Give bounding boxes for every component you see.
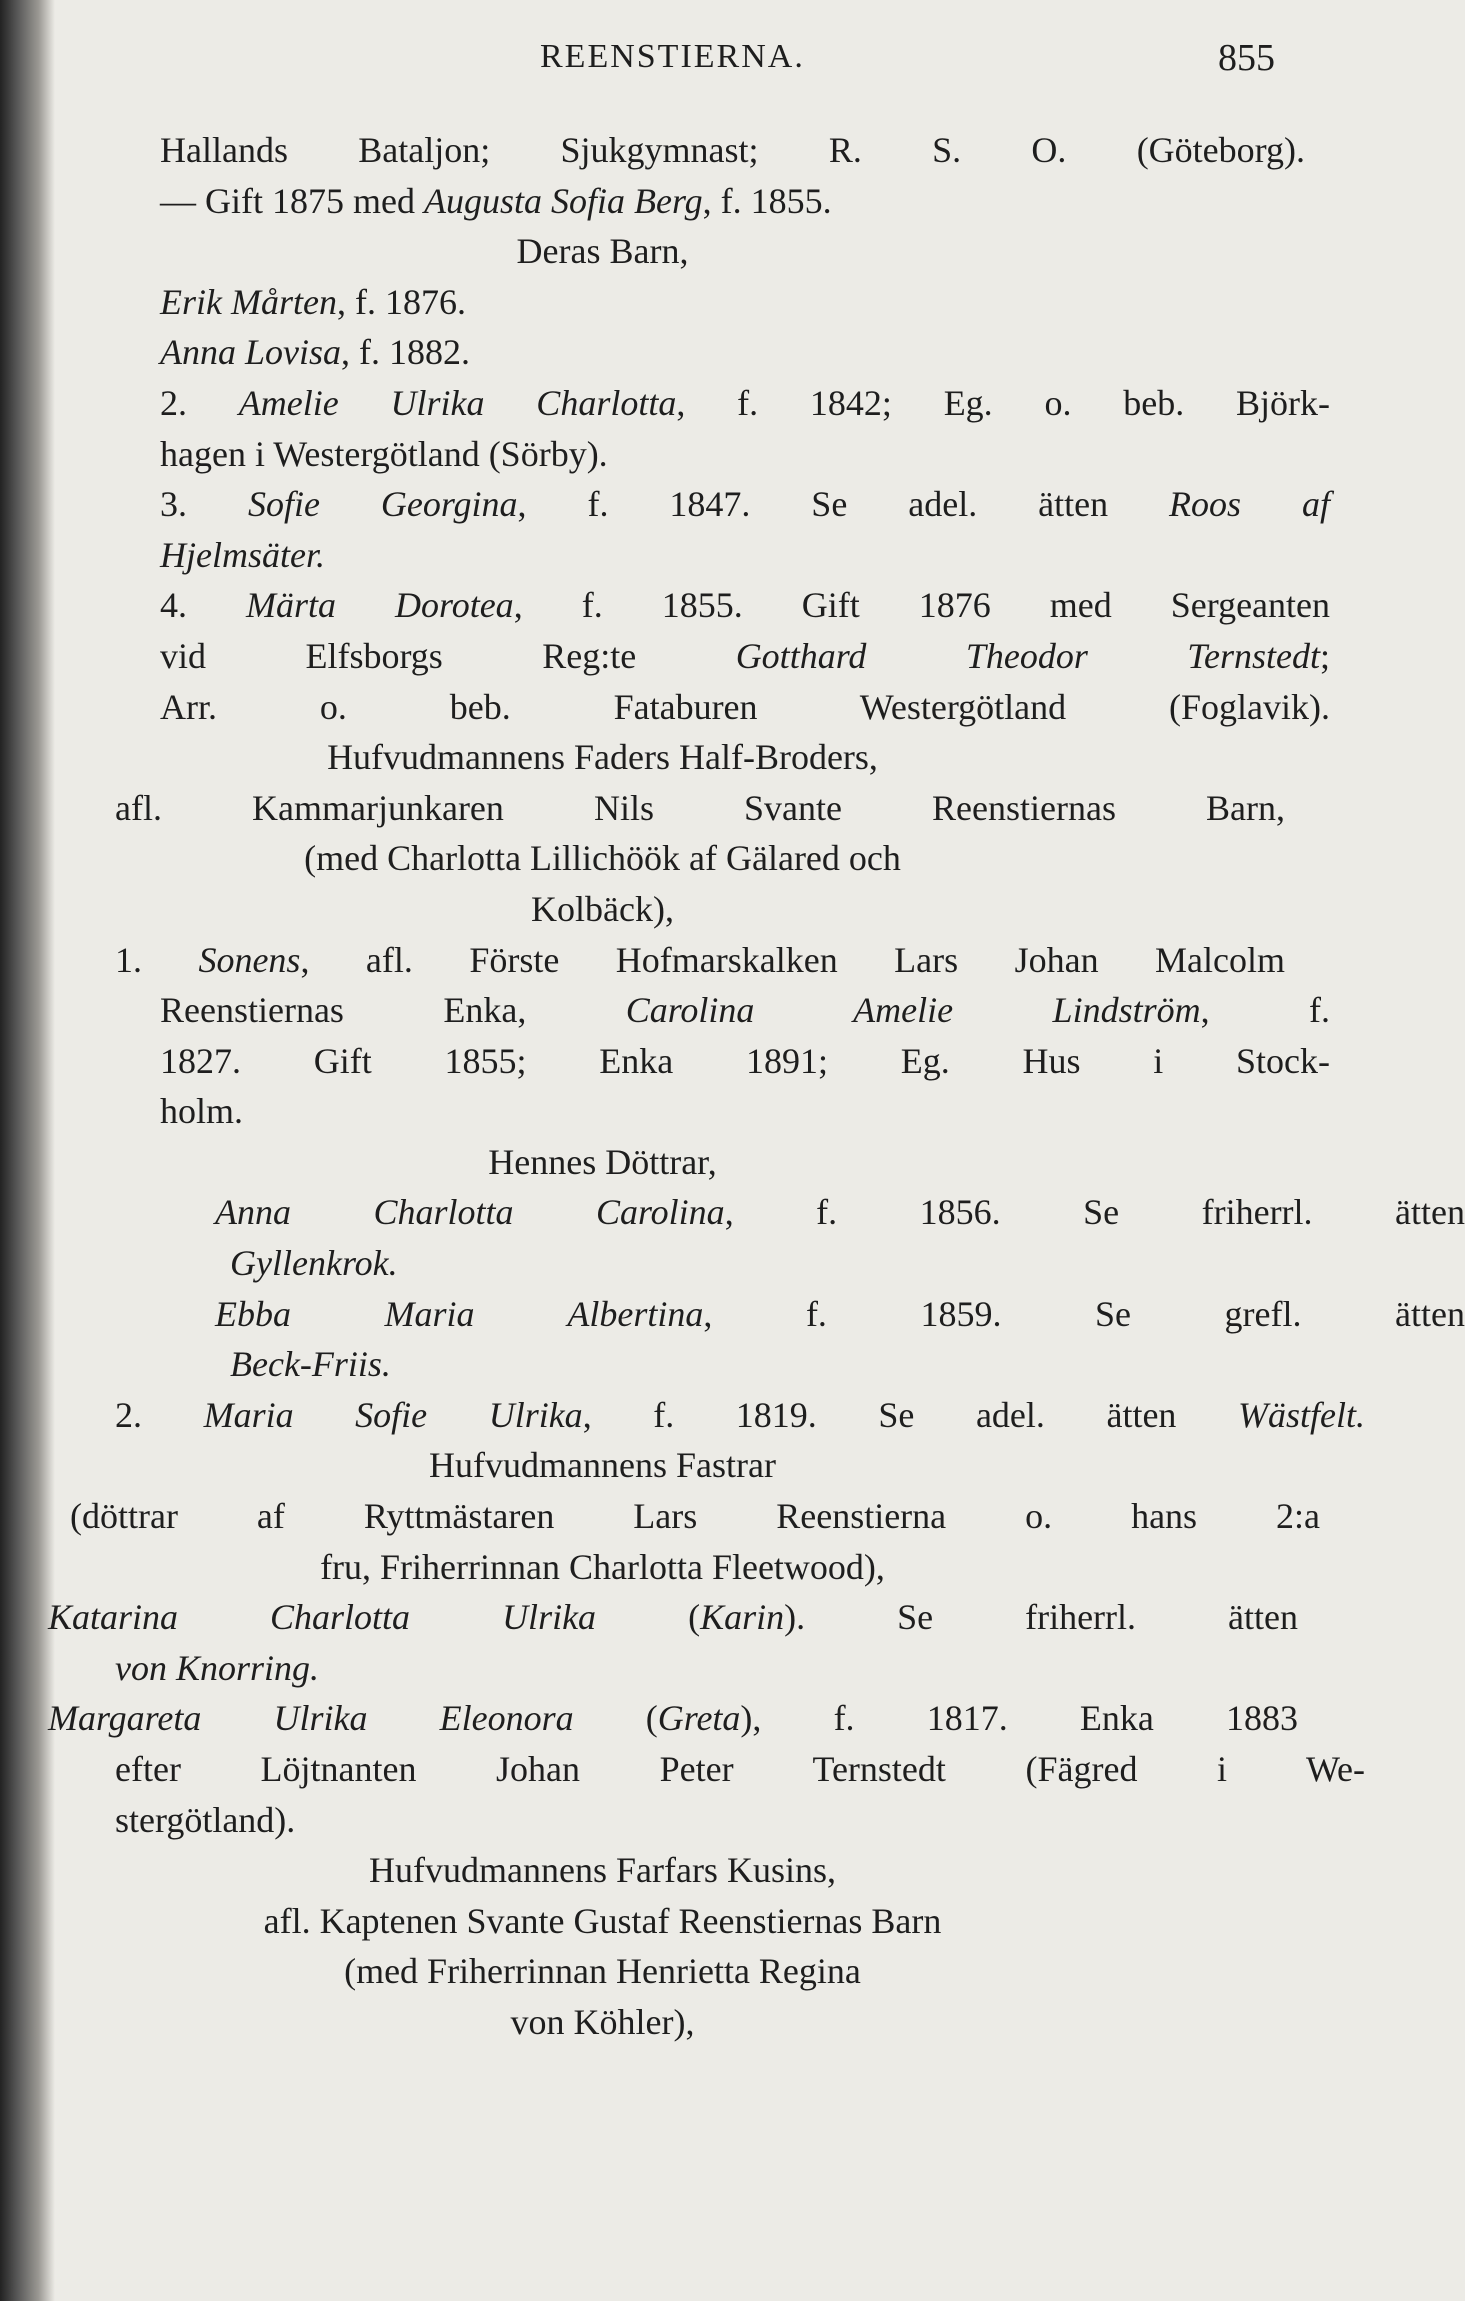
text-line: 3. Sofie Georgina, f. 1847. Se adel. ätten Roos af	[160, 484, 1330, 525]
text-line: Hallands Bataljon; Sjukgymnast; R. S. O. (Göteborg).	[160, 130, 1305, 170]
text-line: afl. Kammarjunkaren Nils Svante Reenstiernas Barn,	[115, 787, 1285, 828]
text-line: Erik Mårten, f. 1876.	[160, 281, 466, 322]
running-header	[0, 30, 1383, 90]
text-line: von Knorring.	[115, 1647, 320, 1688]
text-line: Hjelmsäter.	[160, 534, 325, 575]
text-line: Gyllenkrok.	[230, 1243, 398, 1284]
section-heading: Hennes Döttrar,	[488, 1141, 717, 1182]
text-line: Margareta Ulrika Eleonora (Greta), f. 1817. Enka 1883	[48, 1698, 1298, 1739]
section-heading: Hufvudmannens Fastrar	[429, 1445, 776, 1486]
text-line: Reenstiernas Enka, Carolina Amelie Lindström, f.	[160, 990, 1330, 1031]
text-line: Anna Charlotta Carolina, f. 1856. Se friherrl. ätten	[215, 1192, 1465, 1233]
text-line: — Gift 1875 med Augusta Sofia Berg, f. 1855.	[160, 180, 832, 221]
text-line: (med Charlotta Lillichöök af Gälared och	[304, 838, 901, 879]
text-line: afl. Kaptenen Svante Gustaf Reenstiernas Barn	[263, 1900, 942, 1941]
text-line: Beck-Friis.	[230, 1344, 391, 1385]
text-line: Ebba Maria Albertina, f. 1859. Se grefl. ätten	[215, 1293, 1465, 1334]
book-binding-shadow	[0, 0, 55, 2301]
text-line: Kolbäck),	[531, 888, 674, 929]
page-number: 855	[1218, 37, 1275, 79]
text-line: vid Elfsborgs Reg:te Gotthard Theodor Ternstedt;	[160, 635, 1330, 676]
section-heading: Hufvudmannens Farfars Kusins,	[369, 1850, 836, 1891]
text-line: fru, Friherrinnan Charlotta Fleetwood),	[320, 1546, 885, 1587]
text-line: Arr. o. beb. Fataburen Westergötland (Foglavik).	[160, 686, 1330, 727]
text-line: efter Löjtnanten Johan Peter Ternstedt (Fägred i We-	[115, 1749, 1365, 1789]
text-line: 2. Amelie Ulrika Charlotta, f. 1842; Eg. o. beb. Björk-	[160, 382, 1331, 423]
text-line: hagen i Westergötland (Sörby).	[160, 433, 608, 474]
text-line: holm.	[160, 1091, 244, 1132]
text-line: 2. Maria Sofie Ulrika, f. 1819. Se adel. ätten Wästfelt.	[115, 1394, 1365, 1435]
text-line: (med Friherrinnan Henrietta Regina	[344, 1951, 861, 1992]
text-line: 4. Märta Dorotea, f. 1855. Gift 1876 med Sergeanten	[160, 585, 1331, 626]
text-line: Anna Lovisa, f. 1882.	[160, 332, 471, 373]
text-line: stergötland).	[115, 1799, 296, 1840]
section-heading: Deras Barn,	[516, 231, 689, 272]
text-line: (döttrar af Ryttmästaren Lars Reenstierna o. hans 2:a	[70, 1496, 1320, 1537]
text-line: 1827. Gift 1855; Enka 1891; Eg. Hus i Stock-	[160, 1040, 1330, 1081]
page-body	[48, 125, 1465, 2048]
running-title: REENSTIERNA.	[540, 38, 805, 75]
section-heading: Hufvudmannens Faders Half-Broders,	[327, 737, 878, 778]
text-line: 1. Sonens, afl. Förste Hofmarskalken Lars Johan Malcolm	[115, 939, 1285, 980]
text-line: von Köhler),	[510, 2001, 695, 2042]
text-line: Katarina Charlotta Ulrika (Karin). Se friherrl. ätten	[48, 1597, 1298, 1638]
